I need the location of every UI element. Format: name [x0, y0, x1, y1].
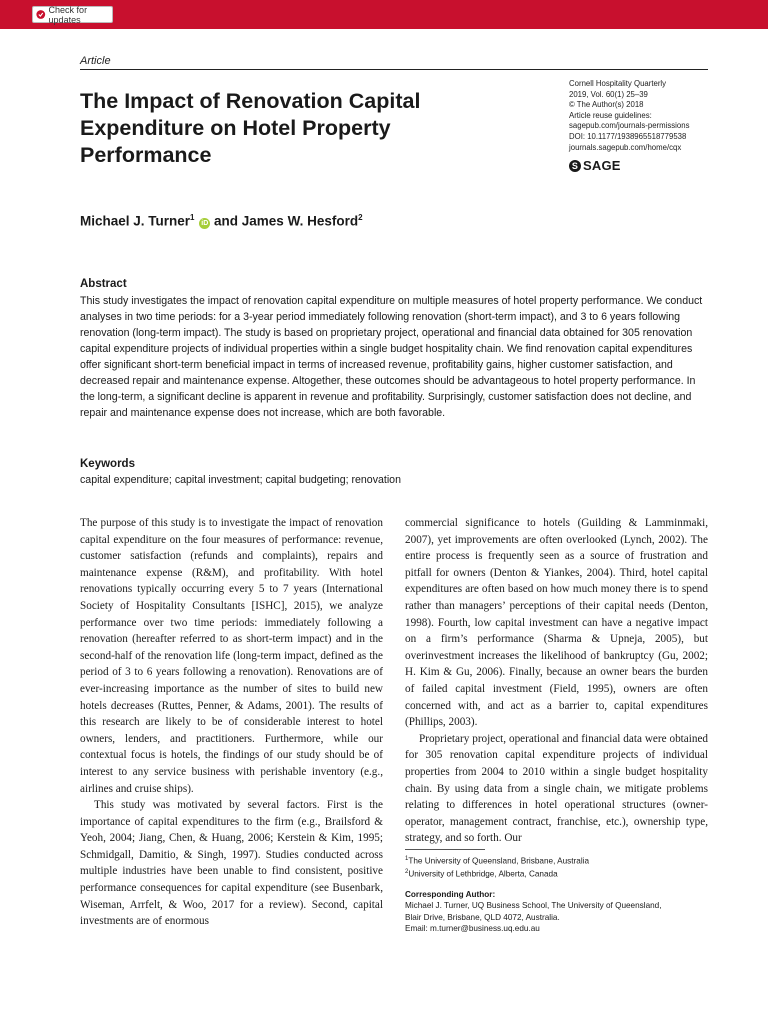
- body-paragraph: This study was motivated by several factors. First is the importance of capital expenditures to the firm (e.g., Brailsford & Yeoh, 2004; Jiang, Chen, & Huang, 2006; Kerstein & Kim, 1995; Schmidgall, Damitio, & Singh, 1997). Studies conducted across multiple industries have been unable to find consistent, positive performance consequences for capital expenditure (see Busenbark, Wiseman, Arrfelt, & Woo, 2017 for a review). Second, capital investments are of enormous: [80, 799, 383, 928]
- body-column-left: [80, 515, 383, 930]
- update-badge-icon: [36, 9, 46, 20]
- journal-volume: 2019, Vol. 60(1) 25–39: [569, 89, 648, 99]
- journal-permissions-link[interactable]: sagepub.com/journals-permissions: [569, 121, 690, 131]
- footnote-rule: [405, 849, 485, 850]
- author-2-affiliation-mark: 2: [358, 213, 363, 222]
- orcid-icon[interactable]: iD: [201, 219, 209, 227]
- author-line: [80, 213, 363, 229]
- author-connector: and: [214, 213, 242, 229]
- journal-reuse-label: Article reuse guidelines:: [569, 110, 652, 120]
- affiliations: [405, 854, 710, 881]
- abstract-text: This study investigates the impact of renovation capital expenditure on multiple measures of hotel property performance. We conduct analyses in two time periods: for a 3-year period immediately following renovation (short-term impact), and 3 to 6 years following renovation (long-term impact). The study is based on proprietary project, operational and financial data obtained for 305 renovation capital expenditure projects of individual properties within a single budget hospitality chain. We find renovation capital expenditures offer significant short-term beneficial impact in terms of increased revenue, profitability gains, higher customer satisfaction, and decreased repair and maintenance expense. Altogether, these outcomes should be advantageous to hotel property performance. In the long-term, a significant decline is apparent in revenue and profitability. Surprisingly, customer satisfaction does not decline, and repair and maintenance expense does not increase, which are both favorable.: [80, 295, 703, 419]
- top-banner: [0, 0, 768, 29]
- abstract-heading: Abstract: [80, 278, 127, 290]
- author-1-affiliation-mark: 1: [190, 213, 195, 222]
- journal-doi[interactable]: DOI: 10.1177/1938965518779538: [569, 131, 687, 141]
- author-1: Michael J. Turner: [80, 213, 191, 229]
- sage-logo-icon: S: [569, 160, 581, 172]
- header-rule: [80, 69, 708, 70]
- corresponding-author-line: Michael J. Turner, UQ Business School, The University of Queensland,: [405, 901, 662, 911]
- publisher-logo: [569, 158, 621, 173]
- affiliation-1: $^1$The University of Queensland, Brisbane, Australia: [405, 856, 590, 866]
- journal-info: [569, 79, 719, 153]
- affiliation-2: $^2$University of Lethbridge, Alberta, Canada: [405, 869, 558, 880]
- corresponding-author-line: Blair Drive, Brisbane, QLD 4072, Australia.: [405, 912, 560, 922]
- body-column-right: [405, 515, 708, 847]
- footnotes: [405, 854, 710, 935]
- body-paragraph: The purpose of this study is to investigate the impact of renovation capital expenditure on the four measures of performance: revenue, customer satisfaction (refunds and complaints), repairs and maintenance expense (R&M), and profitability. With hotel renovations typically occurring every 5 to 7 years (International Society of Hospitality Consultants [ISHC], 2015), we analyze performance over two time periods: immediately following a renovation (hereafter referred to as short-term impact) and in the second-half of the renovation life (long-term impact, defined as the period of 3 to 6 years following a renovation). Renovations are of ever-increasing importance as the number of sites to build new hotels decreases (Ruttes, Penner, & Adams, 2001). The results of this research are likely to be of considerable interest to hotel owners, lenders, and practitioners. Furthermore, while our contextual focus is hotels, the findings of our study should be of interest to any service business with perishable inventory (e.g., airlines and cruise ships).: [80, 517, 383, 795]
- author-2: James W. Hesford: [241, 213, 359, 229]
- journal-name: Cornell Hospitality Quarterly: [569, 79, 667, 88]
- body-paragraph: Proprietary project, operational and financial data were obtained for 305 renovation capital expenditure projects of individual properties from 2004 to 2010 within a single budget hospitality chain. By using data from a single chain, we mitigate problems relating to differences in hotel operational structures (owner-operator, management contract, franchise, etc.), ownership type, strategy, and so forth. Our: [405, 732, 708, 845]
- keywords-heading: Keywords: [80, 458, 135, 470]
- check-for-updates-button[interactable]: [32, 6, 113, 23]
- publisher-name: SAGE: [583, 158, 621, 173]
- article-title: The Impact of Renovation Capital Expenditure on Hotel Property Performance: [80, 89, 421, 167]
- corresponding-author-heading: Corresponding Author:: [405, 889, 496, 899]
- article-type-label: Article: [80, 55, 111, 67]
- journal-copyright: © The Author(s) 2018: [569, 100, 644, 110]
- corresponding-author: [405, 889, 710, 935]
- corresponding-author-email[interactable]: Email: m.turner@business.uq.edu.au: [405, 924, 540, 934]
- body-paragraph: commercial significance to hotels (Guilding & Lamminmaki, 2007), yet improvements are often overlooked (Lynch, 2002). The entire process is frequently seen as a source of frustration and pitfall for owners (Denton & Yiankes, 2004). Third, hotel capital expenditures are often based on how much money there is to spend rather than managers’ perceptions of their capital needs (Denton, 1998). Fourth, low capital investment can have a negative impact on a firm’s performance (Sharma & Upneja, 2005), but overinvestment increases the likelihood of bankruptcy (Gu, 2002; H. Kim & Gu, 2006). Finally, because an owner bears the burden of failed capital investment (Field, 1995), owners are often concerned with, and act as a barrier to, capital expenditures (Phillips, 2003).: [405, 517, 708, 729]
- check-for-updates-label: Check for updates: [48, 4, 88, 25]
- keywords-text: capital expenditure; capital investment; capital budgeting; renovation: [80, 474, 401, 486]
- journal-homepage-link[interactable]: journals.sagepub.com/home/cqx: [569, 142, 682, 152]
